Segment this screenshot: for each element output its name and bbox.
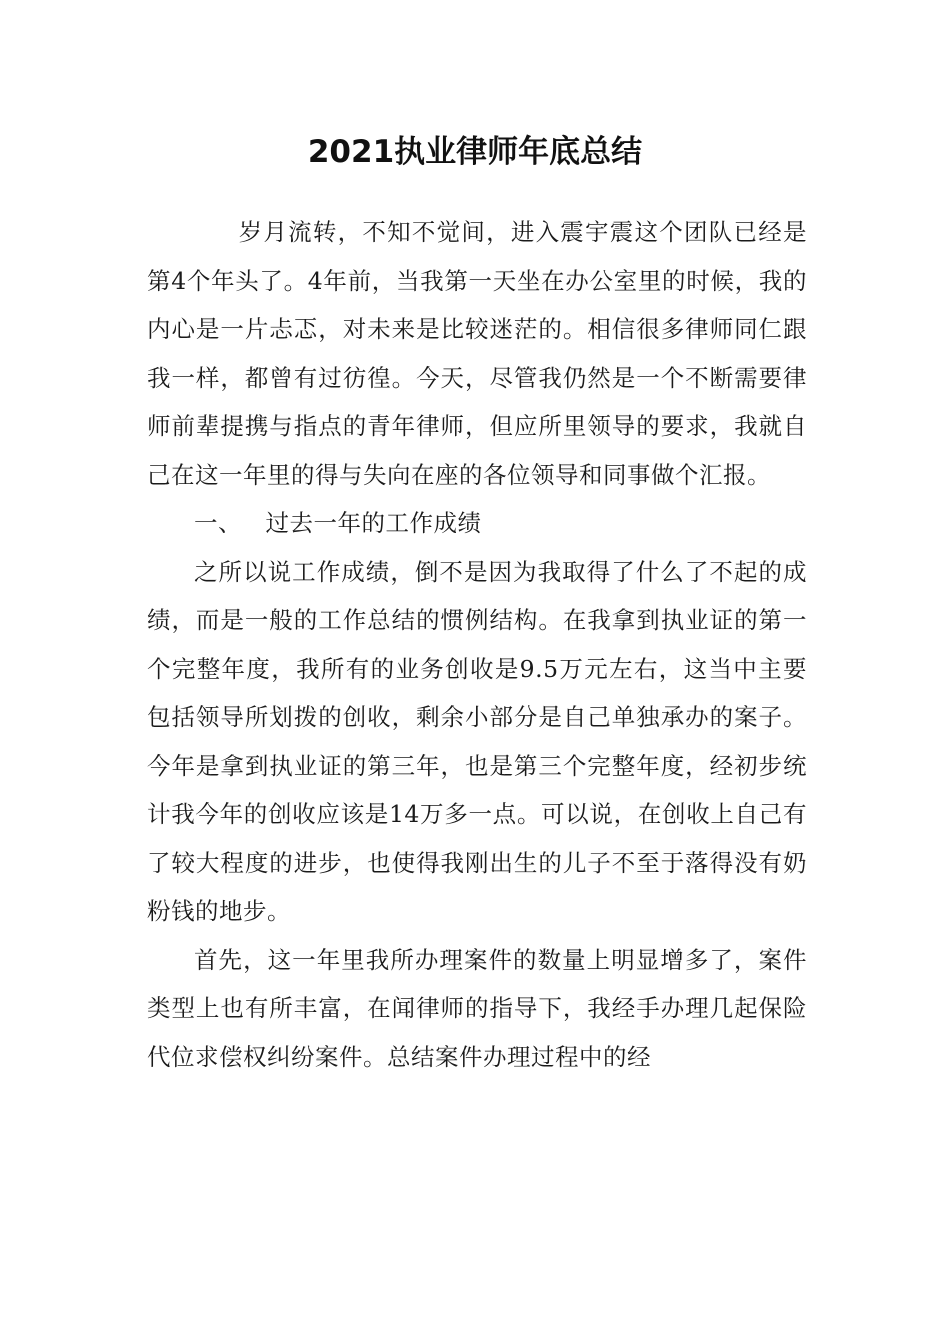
document-title: 2021执业律师年底总结 bbox=[307, 134, 643, 170]
paragraph-achievements: 之所以说工作成绩，倒不是因为我取得了什么了不起的成绩，而是一般的工作总结的惯例结构。在我拿到执业证的第一个完整年度，我所有的业务创收是9.5万元左右，这当中主要包括领导所划拨的创收，剩余小部分是自己单独承办的案子。今年是拿到执业证的第三年，也是第三个完整年度，经初步统计我今年的创收应该是14万多一点。可以说，在创收上自己有了较大程度的进步，也使得我刚出生的儿子不至于落得没有奶粉钱的地步。 bbox=[147, 557, 807, 925]
document-body bbox=[147, 208, 807, 1081]
section-heading bbox=[147, 499, 807, 548]
section-heading-number: 一、 bbox=[194, 509, 242, 537]
paragraph-intro: 岁月流转，不知不觉间，进入震宇震这个团队已经是第4个年头了。4年前，当我第一天坐在办公室里的时候，我的内心是一片忐忑，对未来是比较迷茫的。相信很多律师同仁跟我一样，都曾有过彷徨。今天，尽管我仍然是一个不断需要律师前辈提携与指点的青年律师，但应所里领导的要求，我就自己在这一年里的得与失向在座的各位领导和同事做个汇报。 bbox=[147, 218, 807, 489]
paragraph-first-point: 首先，这一年里我所办理案件的数量上明显增多了，案件类型上也有所丰富，在闻律师的指导下，我经手办理几起保险代位求偿权纠纷案件。总结案件办理过程中的经 bbox=[147, 945, 807, 1071]
section-heading-text: 过去一年的工作成绩 bbox=[265, 509, 482, 537]
